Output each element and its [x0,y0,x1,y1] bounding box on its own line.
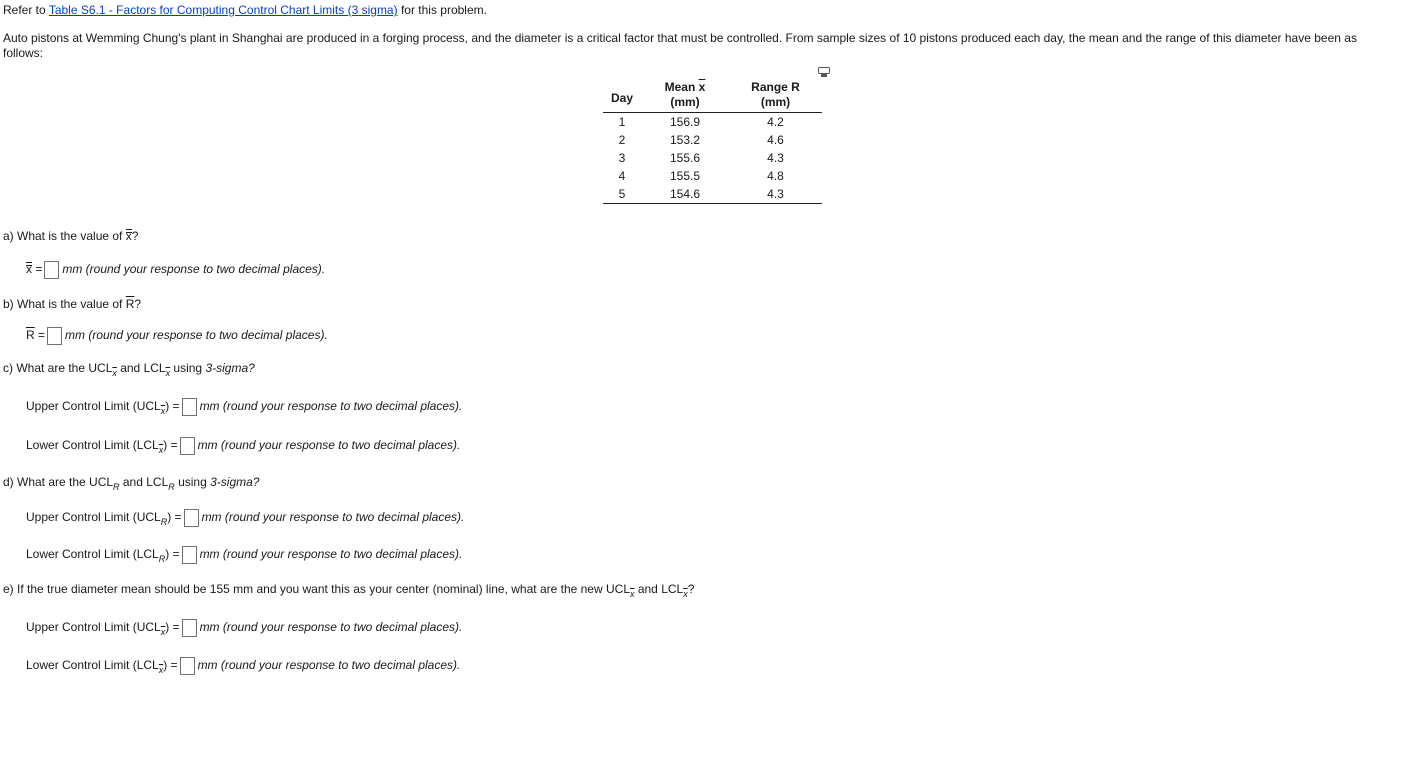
question-d-lcl-row: Lower Control Limit $(LCL_R)$ = mm (round your response to two decimal places). [26,547,463,565]
header-range: Range R (mm) [729,80,822,113]
data-table [603,80,822,204]
question-d-prompt: d) What are the $UCL_R$ and $LCL_R$ using 3-sigma? [3,475,260,492]
new-ucl-xbar-input[interactable] [182,619,197,637]
table-row: 2 153.2 4.6 [618,133,784,147]
table-row: 4 155.5 4.8 [618,169,784,183]
question-a-answer-row: x = mm (round your response to two decimal places). [26,261,325,279]
question-c-lcl-row: Lower Control Limit $(LCL_{\overline{x}})$ = mm (round your response to two decimal places). [26,438,461,456]
question-e-ucl-row: Upper Control Limit $(UCL_{\overline{x}})$ = mm (round your response to two decimal places). [26,620,463,638]
question-e-lcl-row: Lower Control Limit $(LCL_{\overline{x}})$ = mm (round your response to two decimal places). [26,658,461,676]
table-row: 1 156.9 4.2 [618,115,784,129]
question-c-ucl-row: Upper Control Limit $(UCL_{\overline{x}})$ = mm (round your response to two decimal places). [26,399,463,417]
xbarbar-input[interactable] [44,261,59,279]
question-e-prompt: e) If the true diameter mean should be 155 mm and you want this as your center (nominal) line, what are the new $UCL_{\overline{x}}$ and $LCL_{\overline{x}}$? [3,582,695,599]
problem-text: Auto pistons at Wemming Chung's plant in Shanghai are produced in a forging process, and the diameter is a critical factor that must be controlled. From sample sizes of 10 pistons produced each day, the mean and the range of this diameter have been as follows: [3,31,1357,60]
table-s6-1-link[interactable]: Table S6.1 - Factors for Computing Control Chart Limits (3 sigma) [48,3,398,17]
intro-line: Refer to Table S6.1 - Factors for Computing Control Chart Limits (3 sigma) for this problem. [3,3,487,17]
table-row: 5 154.6 4.3 [603,185,822,204]
new-lcl-xbar-input[interactable] [180,657,195,675]
ucl-xbar-input[interactable] [182,398,197,416]
table-row: 3 155.6 4.3 [618,151,784,165]
question-b-prompt: b) What is the value of $\overline{R}$? [3,297,142,311]
ucl-r-input[interactable] [184,509,199,527]
question-b-answer-row: $\overline{R}$ = mm (round your response to two decimal places). [26,327,328,345]
lcl-xbar-input[interactable] [180,437,195,455]
header-day: Day [603,80,641,113]
header-mean: Mean $\overline{x}$ (mm) [641,80,729,113]
question-d-ucl-row: Upper Control Limit $(UCL_R)$ = mm (round your response to two decimal places). [26,510,465,528]
question-c-prompt: c) What are the $UCL_{\overline{x}}$ and $LCL_{\overline{x}}$ using 3-sigma? [3,361,255,378]
rbar-input[interactable] [47,327,62,345]
question-a-prompt: a) What is the value of x? [3,229,139,243]
lcl-r-input[interactable] [182,546,197,564]
copy-icon[interactable] [818,67,831,78]
